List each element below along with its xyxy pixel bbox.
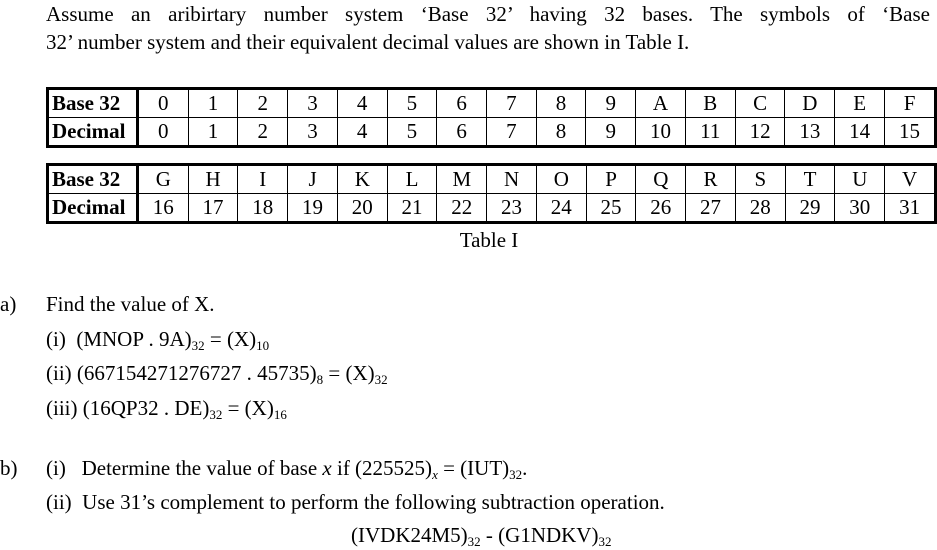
base32-symbol-cell: R — [686, 165, 736, 194]
base32-symbol-cell: Q — [636, 165, 686, 194]
decimal-value-cell: 15 — [885, 118, 936, 147]
base32-symbol-cell: 0 — [137, 89, 188, 118]
base32-symbol-cell: P — [586, 165, 636, 194]
base32-symbol-cell: I — [238, 165, 288, 194]
item-number: (i) — [46, 456, 66, 480]
base-subscript: 16 — [273, 407, 287, 422]
part-b-item-1 — [46, 454, 527, 482]
right-operand: (G1NDKV) — [498, 523, 599, 547]
decimal-value-cell: 23 — [487, 194, 537, 223]
decimal-value-cell: 29 — [785, 194, 835, 223]
table-caption: Table I — [459, 228, 519, 252]
decimal-value-cell: 31 — [885, 194, 936, 223]
row-label-base32: Base 32 — [48, 165, 138, 194]
base32-symbol-cell: C — [735, 89, 785, 118]
intro-paragraph — [46, 0, 930, 56]
part-b-item-2 — [46, 488, 665, 516]
part-b-label: b) — [0, 456, 18, 480]
decimal-value-cell: 13 — [785, 118, 835, 147]
base-subscript: 32 — [467, 534, 481, 549]
table-row-decimal — [48, 118, 936, 147]
base-subscript: 32 — [598, 534, 612, 549]
decimal-value-cell: 26 — [636, 194, 686, 223]
base-subscript: 32 — [509, 467, 523, 482]
decimal-value-cell: 18 — [238, 194, 288, 223]
base32-table-part2 — [46, 163, 937, 224]
subtraction-operation — [351, 521, 611, 549]
row-label-decimal: Decimal — [48, 118, 138, 147]
base32-symbol-cell: E — [835, 89, 885, 118]
decimal-value-cell: 8 — [536, 118, 586, 147]
equals-text: = (X) — [222, 396, 274, 420]
base32-symbol-cell: F — [885, 89, 936, 118]
decimal-value-cell: 5 — [387, 118, 437, 147]
text: Determine the value of base — [81, 456, 323, 480]
base32-symbol-cell: M — [437, 165, 487, 194]
table-row-base32 — [48, 89, 936, 118]
item-number: (ii) — [46, 490, 72, 514]
part-a-item-1 — [46, 325, 269, 353]
base32-symbol-cell: T — [785, 165, 835, 194]
part-a-item-2 — [46, 359, 388, 387]
expression: (MNOP . 9A) — [76, 327, 192, 351]
base32-symbol-cell: 6 — [437, 89, 487, 118]
base32-symbol-cell: H — [188, 165, 238, 194]
decimal-value-cell: 25 — [586, 194, 636, 223]
base32-symbol-cell: 7 — [486, 89, 536, 118]
item-number: (ii) — [46, 361, 72, 385]
decimal-value-cell: 12 — [735, 118, 785, 147]
decimal-value-cell: 16 — [137, 194, 188, 223]
decimal-value-cell: 22 — [437, 194, 487, 223]
intro-line-1: Assume an aribirtary number system ‘Base 32’ having 32 bases. The symbols of ‘Base — [46, 2, 930, 26]
decimal-value-cell: 4 — [337, 118, 387, 147]
part-a-prompt: Find the value of X. — [46, 292, 215, 316]
equals-text: = (IUT) — [437, 456, 510, 480]
decimal-value-cell: 20 — [337, 194, 387, 223]
expression: (16QP32 . DE) — [82, 396, 210, 420]
decimal-value-cell: 30 — [835, 194, 885, 223]
item-number: (i) — [46, 327, 66, 351]
decimal-value-cell: 0 — [137, 118, 188, 147]
row-label-decimal: Decimal — [48, 194, 138, 223]
row-label-base32: Base 32 — [48, 89, 138, 118]
period: . — [522, 456, 528, 480]
part-a-item-3 — [46, 394, 287, 422]
decimal-value-cell: 11 — [685, 118, 735, 147]
base32-symbol-cell: 4 — [337, 89, 387, 118]
base32-symbol-cell: 5 — [387, 89, 437, 118]
base32-symbol-cell: K — [337, 165, 387, 194]
base32-symbol-cell: B — [685, 89, 735, 118]
decimal-value-cell: 28 — [735, 194, 785, 223]
base32-symbol-cell: O — [536, 165, 586, 194]
base32-symbol-cell: U — [835, 165, 885, 194]
table-row-base32 — [48, 165, 936, 194]
base32-symbol-cell: 2 — [238, 89, 288, 118]
base-subscript: 32 — [374, 372, 388, 387]
base32-symbol-cell: 9 — [586, 89, 636, 118]
decimal-value-cell: 2 — [238, 118, 288, 147]
base32-symbol-cell: A — [636, 89, 686, 118]
base32-symbol-cell: 8 — [536, 89, 586, 118]
decimal-value-cell: 27 — [686, 194, 736, 223]
equals-text: = (X) — [204, 327, 257, 351]
table-row-decimal — [48, 194, 936, 223]
minus-sign: - — [480, 523, 499, 547]
base32-symbol-cell: G — [137, 165, 188, 194]
decimal-value-cell: 1 — [188, 118, 238, 147]
decimal-value-cell: 6 — [437, 118, 487, 147]
decimal-value-cell: 10 — [636, 118, 686, 147]
decimal-value-cell: 7 — [486, 118, 536, 147]
decimal-value-cell: 21 — [387, 194, 437, 223]
base32-symbol-cell: V — [885, 165, 936, 194]
decimal-value-cell: 3 — [288, 118, 338, 147]
decimal-value-cell: 17 — [188, 194, 238, 223]
left-operand: (IVDK24M5) — [351, 523, 468, 547]
base-subscript: 10 — [256, 338, 270, 353]
item-number: (iii) — [46, 396, 78, 420]
text: if (225525) — [331, 456, 433, 480]
base32-symbol-cell: N — [487, 165, 537, 194]
decimal-value-cell: 14 — [835, 118, 885, 147]
variable-x: x — [322, 456, 332, 480]
base32-symbol-cell: D — [785, 89, 835, 118]
variable-x-subscript: x — [432, 467, 438, 482]
text: Use 31’s complement to perform the following subtraction operation. — [82, 490, 665, 514]
base32-symbol-cell: L — [387, 165, 437, 194]
base32-symbol-cell: 3 — [288, 89, 338, 118]
decimal-value-cell: 19 — [288, 194, 338, 223]
decimal-value-cell: 9 — [586, 118, 636, 147]
intro-line-2: 32’ number system and their equivalent decimal values are shown in Table I. — [46, 30, 690, 54]
base-subscript: 8 — [316, 372, 324, 387]
base-subscript: 32 — [209, 407, 223, 422]
base-subscript: 32 — [191, 338, 205, 353]
part-a-label: a) — [0, 292, 17, 316]
base32-symbol-cell: S — [735, 165, 785, 194]
decimal-value-cell: 24 — [536, 194, 586, 223]
base32-table-part1 — [46, 87, 937, 148]
base32-symbol-cell: 1 — [188, 89, 238, 118]
equals-text: = (X) — [323, 361, 375, 385]
base32-symbol-cell: J — [288, 165, 338, 194]
expression: (667154271276727 . 45735) — [76, 361, 317, 385]
